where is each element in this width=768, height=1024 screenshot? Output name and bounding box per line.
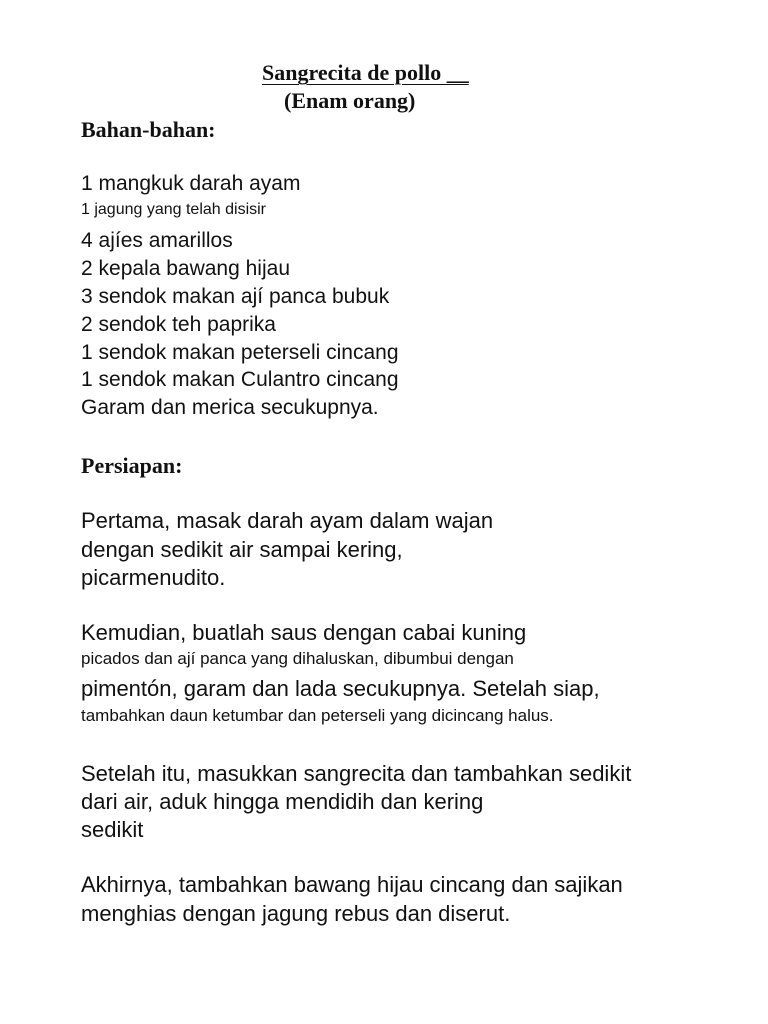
ingredient-item: Garam dan merica secukupnya. [81,396,379,419]
step-line: tambahkan daun ketumbar dan peterseli yang dicincang halus. [81,706,554,725]
ingredient-item: 1 sendok makan peterseli cincang [81,341,399,364]
ingredient-item: 1 jagung yang telah disisir [81,201,267,218]
ingredient-item: 3 sendok makan ají panca bubuk [81,285,390,308]
ingredient-item: 1 sendok makan Culantro cincang [81,368,399,391]
step-line: picarmenudito. [81,565,226,590]
ingredient-item: 4 ajíes amarillos [81,229,233,252]
ingredient-item: 2 sendok teh paprika [81,313,276,336]
step-line: Kemudian, buatlah saus dengan cabai kuning [81,620,527,645]
step-line: Setelah itu, masukkan sangrecita dan tambahkan sedikit [81,761,632,786]
ingredient-item: 2 kepala bawang hijau [81,257,290,280]
step-line: Pertama, masak darah ayam dalam wajan [81,508,494,533]
step-line: picados dan ají panca yang dihaluskan, dibumbui dengan [81,649,514,668]
ingredients-heading: Bahan-bahan: [81,117,216,142]
step-line: menghias dengan jagung rebus dan diserut. [81,901,511,926]
step-line: sedikit [81,817,144,842]
step-line: pimentón, garam dan lada secukupnya. Setelah siap, [81,676,600,701]
step-line: Akhirnya, tambahkan bawang hijau cincang dan sajikan [81,872,623,897]
recipe-title: Sangrecita de pollo __ [262,60,469,85]
preparation-heading: Persiapan: [81,453,183,478]
step-line: dengan sedikit air sampai kering, [81,537,403,562]
ingredient-item: 1 mangkuk darah ayam [81,172,301,195]
step-line: dari air, aduk hingga mendidih dan kering [81,789,484,814]
servings-subtitle: (Enam orang) [284,88,416,113]
